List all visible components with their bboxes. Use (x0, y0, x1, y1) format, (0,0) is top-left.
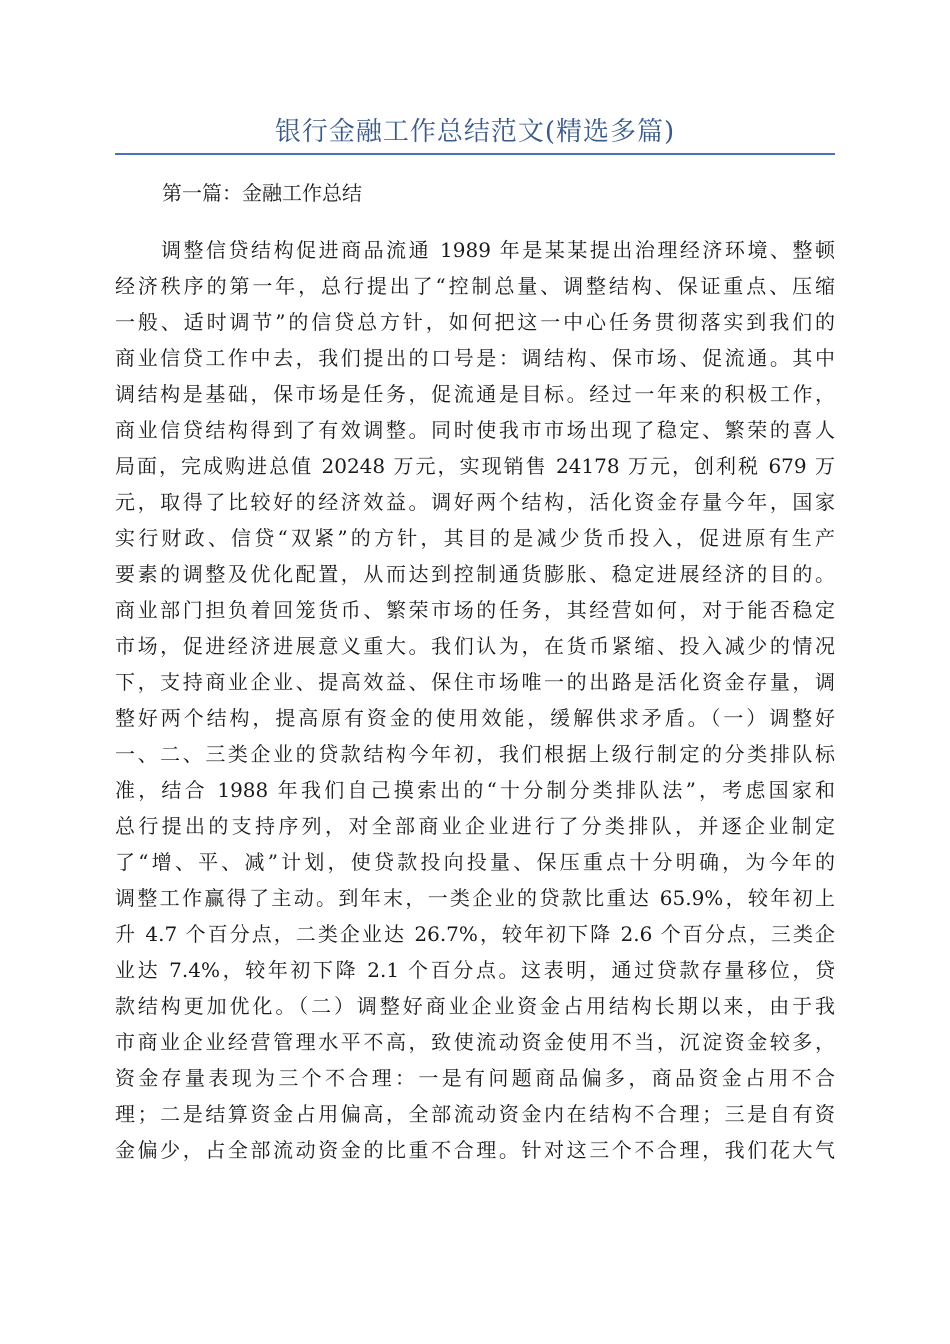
paragraph-line: 了“增、平、减”计划，使贷款投向投量、保压重点十分明确，为今年的 (115, 850, 835, 874)
paragraph-line: 款结构更加优化。（二）调整好商业企业资金占用结构长期以来，由于我 (115, 994, 835, 1018)
paragraph-line: 市场，促进经济进展意义重大。我们认为，在货币紧缩、投入减少的情况 (115, 634, 835, 658)
paragraph-line: 金偏少，占全部流动资金的比重不合理。针对这三个不合理，我们花大气 (115, 1138, 835, 1162)
paragraph-line: 调结构是基础，保市场是任务，促流通是目标。经过一年来的积极工作， (115, 382, 835, 406)
paragraph-line: 总行提出的支持序列，对全部商业企业进行了分类排队，并逐企业制定 (115, 814, 835, 838)
paragraph-line: 局面，完成购进总值 20248 万元，实现销售 24178 万元，创利税 679 万 (115, 454, 835, 478)
paragraph-line: 理；二是结算资金占用偏高，全部流动资金内在结构不合理；三是自有资 (115, 1102, 835, 1126)
paragraph-line: 一、二、三类企业的贷款结构今年初，我们根据上级行制定的分类排队标 (115, 742, 835, 766)
paragraph-line: 升 4.7 个百分点，二类企业达 26.7%，较年初下降 2.6 个百分点，三类企 (115, 922, 835, 946)
paragraph-line: 下，支持商业企业、提高效益、保住市场唯一的出路是活化资金存量，调 (115, 670, 835, 694)
paragraph-line: 元，取得了比较好的经济效益。调好两个结构，活化资金存量今年，国家 (115, 490, 835, 514)
paragraph-line: 商业信贷结构得到了有效调整。同时使我市市场出现了稳定、繁荣的喜人 (115, 418, 835, 442)
paragraph-line: 实行财政、信贷“双紧”的方针，其目的是减少货币投入，促进原有生产 (115, 526, 835, 550)
paragraph-line: 经济秩序的第一年，总行提出了“控制总量、调整结构、保证重点、压缩 (115, 274, 835, 298)
paragraph-line: 一般、适时调节”的信贷总方针，如何把这一中心任务贯彻落实到我们的 (115, 310, 835, 334)
paragraph-line: 市商业企业经营管理水平不高，致使流动资金使用不当，沉淀资金较多， (115, 1030, 835, 1054)
paragraph-line: 调整信贷结构促进商品流通 1989 年是某某提出治理经济环境、整顿 (161, 238, 835, 262)
body-paragraph (115, 232, 835, 1168)
title-underline (115, 153, 835, 155)
paragraph-line: 要素的调整及优化配置，从而达到控制通货膨胀、稳定进展经济的目的。 (115, 562, 835, 586)
paragraph-line: 资金存量表现为三个不合理：一是有问题商品偏多，商品资金占用不合 (115, 1066, 835, 1090)
paragraph-line: 整好两个结构，提高原有资金的使用效能，缓解供求矛盾。（一）调整好 (115, 706, 835, 730)
paragraph-line: 商业部门担负着回笼货币、繁荣市场的任务，其经营如何，对于能否稳定 (115, 598, 835, 622)
page-title: 银行金融工作总结范文(精选多篇) (274, 117, 676, 147)
paragraph-line: 准，结合 1988 年我们自己摸索出的“十分制分类排队法”，考虑国家和 (115, 778, 835, 802)
section-heading: 第一篇：金融工作总结 (162, 181, 362, 205)
paragraph-line: 业达 7.4%，较年初下降 2.1 个百分点。这表明，通过贷款存量移位，贷 (115, 958, 835, 982)
paragraph-line: 调整工作赢得了主动。到年末，一类企业的贷款比重达 65.9%，较年初上 (115, 886, 835, 910)
paragraph-line: 商业信贷工作中去，我们提出的口号是：调结构、保市场、促流通。其中 (115, 346, 835, 370)
